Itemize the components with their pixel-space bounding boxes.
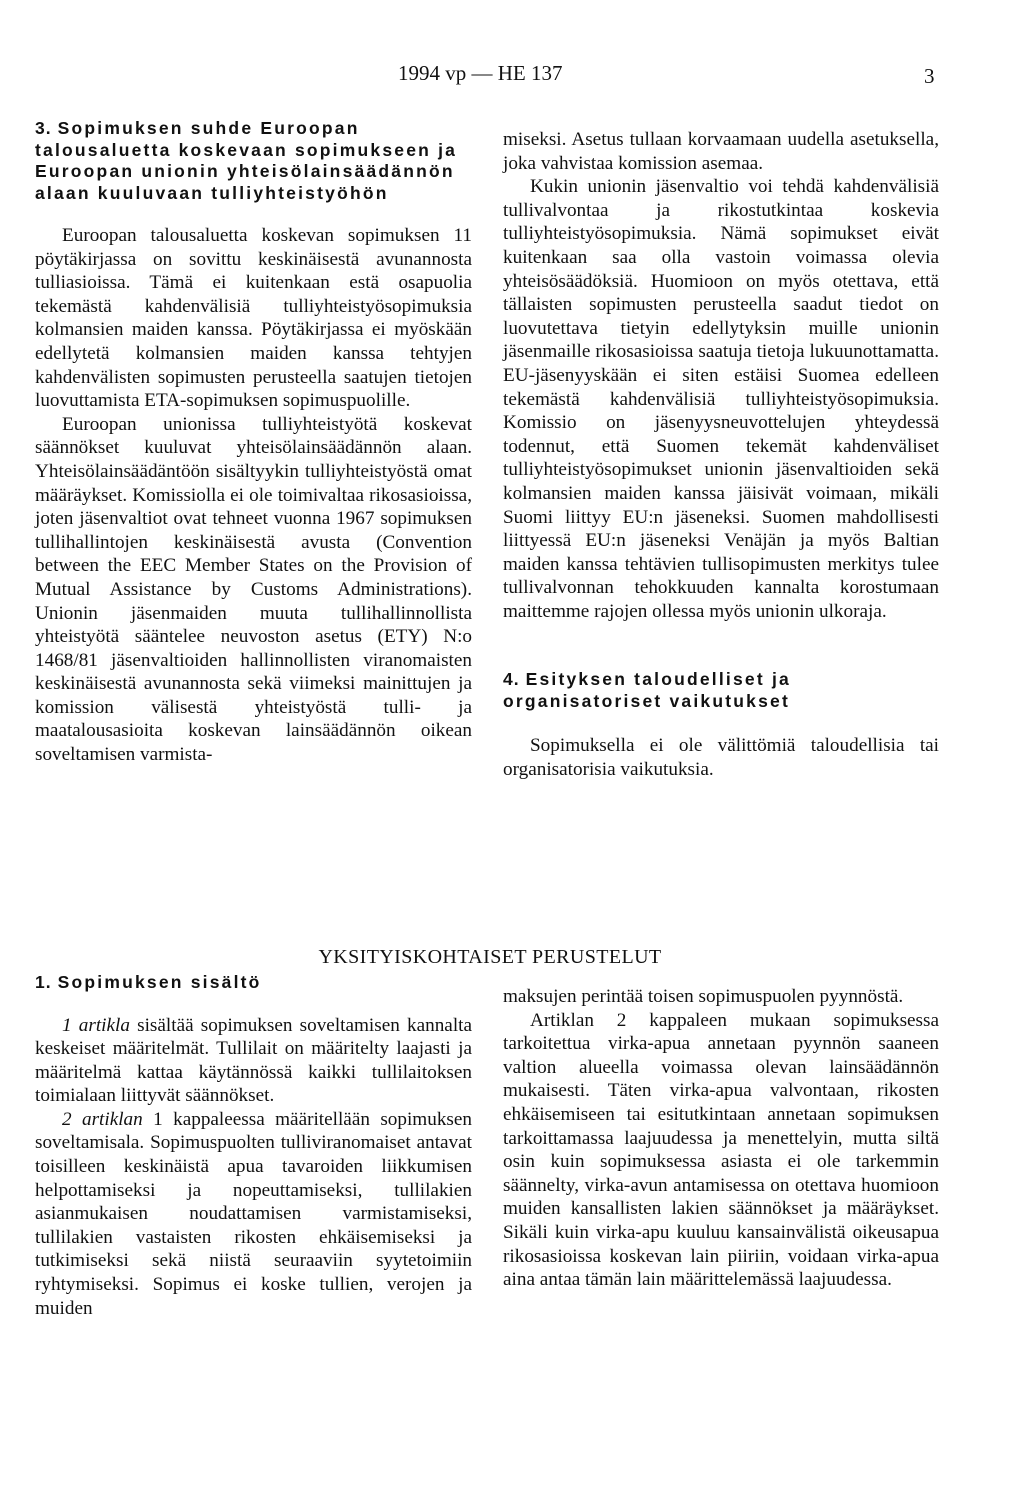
section-3-heading-text: Sopimuksen suhde Euroopan talousaluetta koskevaan sopimukseen ja Euroopan unionin yhteisölainsäädännön alaan kuuluvaan tulliyhteistyöhön: [35, 118, 458, 203]
detail-section-1-heading: [35, 972, 472, 994]
article-2-paragraph-2: Artiklan 2 kappaleen mukaan sopimuksessa tarkoitettua virka-apua annetaan pyynnön saaneen valtion alueella voimassa olevan lainsäädännön mukaisesti. Täten virka-apua valvontaan, rikosten ehkäisemiseen tai esitutkintaan annetaan sopimuksen tarkoittamassa laajuudessa ja menettelyin, mutta siltä osin kuin sopimuksessa asiasta ei ole tarkemmin säännelty, virka-avun antamisessa on otettava huomioon muiden kansallisten lakien säännökset ja määräykset. Sikäli kuin virka-apu kuuluu kansainvälistä oikeusapua rikosasioissa koskevan lain piiriin, voidaan virka-apua aina antaa tämän lain määrittelemässä laajuudessa.: [503, 1009, 939, 1291]
upper-right-column: [503, 128, 939, 782]
article-1-label: 1 artikla: [62, 1014, 130, 1036]
lower-right-column: [503, 985, 939, 1292]
running-title: 1994 vp — HE 137: [398, 61, 563, 85]
section-3-number: 3.: [35, 118, 52, 138]
section-3-paragraph-1: Euroopan talousaluetta koskevan sopimuksen 11 pöytäkirjassa on sovittu keskinäisestä avunannosta tulliasioissa. Tämä ei kuitenkaan estä osapuolia tekemästä kahdenvälisiä tulliyhteistyösopimuksia kolmansien maiden kanssa. Pöytäkirjassa ei myöskään edellytetä kolmansien maiden kanssa tehtyjen kahdenvälisten sopimusten perusteella saatujen tietojen luovuttamista ETA-sopimuksen sopimuspuolille.: [35, 225, 472, 412]
section-3-paragraph-2-start: Euroopan unionissa tulliyhteistyötä koskevat säännökset kuuluvat yhteisölainsäädännön alaan. Yhteisölainsäädäntöön sisältyykin tulliyhteistyöstä omat määräykset. Komissiolla ei ole toimivaltaa rikosasioissa, joten jäsenvaltiot ovat tehneet vuonna 1967 sopimuksen tullihallintojen keskinäisestä avusta (Convention between the EEC Member States on the Provision of Mutual Assistance by Customs Administrations). Unionin jäsenmaiden muuta tullihallinnollista yhteistyötä sääntelee neuvoston asetus (ETY) N:o 1468/81 jäsenvaltioiden hallinnollisten viranomaisten keskinäisestä avunannosta sekä viimeksi mainittujen ja komission välisestä yhteistyöstä tulli- ja maatalousasioita koskevan lainsäädännön oikean soveltamisen varmista-: [35, 413, 472, 766]
section-4-heading: [503, 669, 939, 712]
detail-section-1-number: 1.: [35, 972, 52, 992]
section-4-paragraph-1: Sopimuksella ei ole välittömiä taloudellisia tai organisatorisia vaikutuksia.: [503, 735, 939, 781]
article-2-paragraph: [35, 1108, 472, 1320]
article-2-text-end: maksujen perintää toisen sopimuspuolen pyynnöstä.: [503, 986, 904, 1007]
section-3-heading: [35, 118, 472, 204]
section-4-heading-text: Esityksen taloudelliset ja organisatoriset vaikutukset: [503, 669, 791, 711]
section-3-paragraph-3: Kukin unionin jäsenvaltio voi tehdä kahdenvälisiä tullivalvontaa ja rikostutkintaa koskevia tulliyhteistyösopimuksia. Nämä sopimukset eivät kuitenkaan saa olla vastoin voimassa olevia yhteisösäädöksiä. Huomioon on myös otettava, että tällaisten sopimusten perusteella saadut tiedot on luovutettava tietyin edellytyksin muille unionin jäsenmaille rikosasioissa saatuja tietoja lukuunottamatta. EU-jäsenyyskään ei siten estäisi Suomea edelleen tekemästä kahdenvälisiä tulliyhteistyösopimuksia. Komissio on jäsenyysneuvottelujen yhteydessä todennut, että Suomen tekemät kahdenväliset tulliyhteistyösopimukset unionin jäsenvaltioiden sekä kolmansien maiden kanssa jäisivät voimaan, mikäli Suomi liittyy EU:n jäseneksi. Suomen mahdollisesti liittyessä EU:n jäseneksi Venäjän ja myös Baltian maiden kanssa tehtävien tullisopimusten merkitys tulee tullivalvonnan tehokkuuden kannalta korostumaan maittemme rajojen ollessa myös unionin ulkoraja.: [503, 176, 939, 622]
upper-left-column: [35, 118, 472, 767]
article-1-paragraph: [35, 1014, 472, 1108]
page-header: [0, 58, 1024, 88]
page-number: 3: [924, 64, 935, 88]
lower-left-column: [35, 972, 472, 1320]
article-2-text-start: 1 kappaleessa määritellään sopimuksen soveltamisala. Sopimuspuolten tulliviranomaiset antavat toisilleen keskinäistä apua tavaroiden liikkumisen helpottamiseksi ja nopeuttamiseksi, tullilakien asianmukaisen noudattamisen varmistamiseksi, tullilakien vastaisten rikosten ehkäisemiseksi ja tutkimiseksi sekä niistä seuraaviin syytetoimiin ryhtymiseksi. Sopimus ei koske tullien, verojen ja muiden: [35, 1108, 472, 1319]
article-1-text: sisältää sopimuksen soveltamisen kannalta keskeiset määritelmät. Tullilait on määritelty laajasti ja määritelmä kattaa käytännössä kaikki tullilaitoksen toimialaan liittyvät säännökset.: [35, 1014, 473, 1107]
section-3-paragraph-2-end: miseksi. Asetus tullaan korvaamaan uudella asetuksella, joka vahvistaa komission asemaa.: [503, 129, 939, 174]
detail-section-1-heading-text: Sopimuksen sisältö: [57, 972, 262, 992]
article-2-label: 2 artiklan: [62, 1108, 143, 1130]
detail-justification-title: YKSITYISKOHTAISET PERUSTELUT: [318, 946, 662, 968]
section-4-number: 4.: [503, 669, 520, 690]
